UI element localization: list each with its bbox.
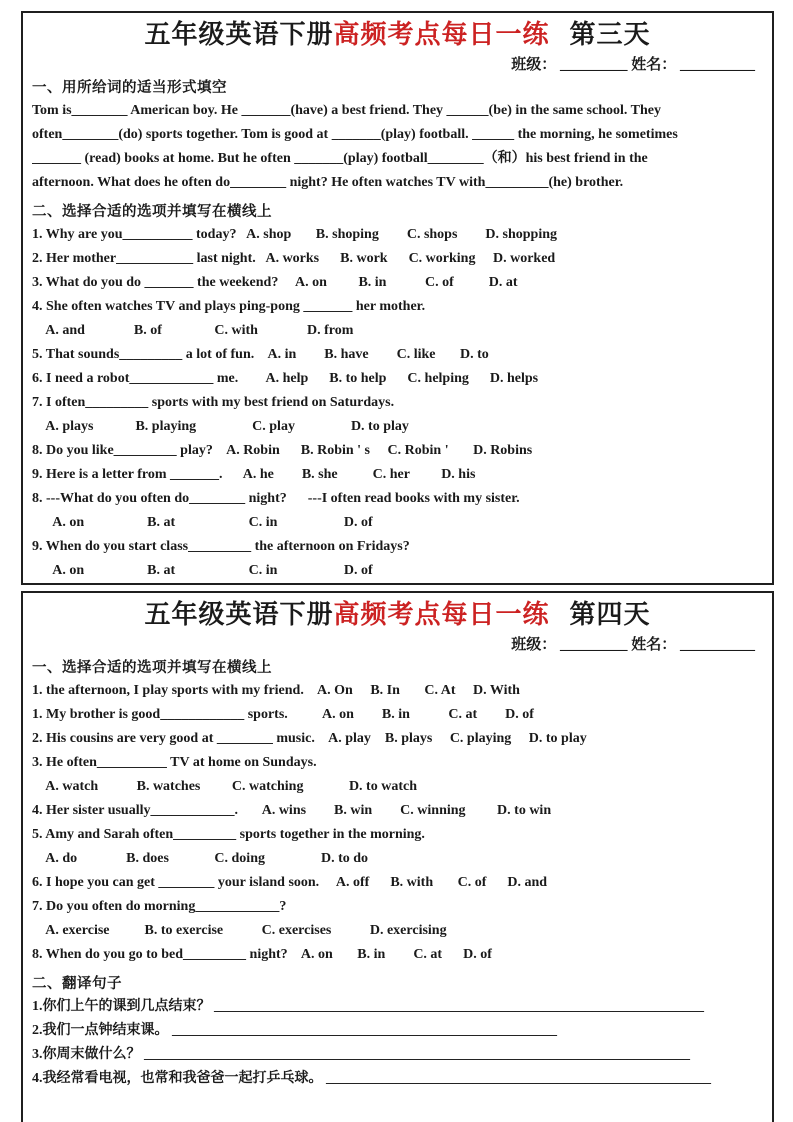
question-line: 6. I need a robot____________ me. A. help B. to help C. helping D. helps bbox=[32, 371, 539, 386]
title-highlight: 高频考点每日一练 bbox=[333, 600, 550, 629]
question-line: 1. Why are you__________ today? A. shop B. shoping C. shops D. shopping bbox=[32, 227, 558, 242]
class-name-line: 班级： _________ 姓名： __________ bbox=[511, 637, 755, 653]
question-line: 2. Her mother___________ last night. A. works B. work C. working D. worked bbox=[32, 251, 556, 266]
question-line: 1. the afternoon, I play sports with my friend. A. On B. In C. At D. With bbox=[32, 683, 520, 698]
worksheet-title-day3 bbox=[32, 17, 763, 53]
worksheet-title-day4 bbox=[32, 597, 763, 633]
option-line: A. exercise B. to exercise C. exercises D. exercising bbox=[32, 923, 447, 938]
title-prefix: 五年级英语下册 bbox=[144, 20, 334, 49]
option-line: A. watch B. watches C. watching D. to watch bbox=[32, 779, 417, 794]
option-line: A. on B. at C. in D. of bbox=[32, 563, 373, 578]
translation-line: 1.你们上午的课到几点结束？ ______________________________________________________________________ bbox=[32, 999, 704, 1014]
paragraph-line: _______ (read) books at home. But he often _______(play) football________（和）his best friend in the bbox=[32, 151, 648, 166]
question-line: 2. His cousins are very good at ________ music. A. play B. plays C. playing D. to play bbox=[32, 731, 587, 746]
question-line: 8. When do you go to bed_________ night? A. on B. in C. at D. of bbox=[32, 947, 492, 962]
title-day-label: 第三天 bbox=[569, 20, 651, 49]
option-line: A. and B. of C. with D. from bbox=[32, 323, 354, 338]
paragraph-line: often________(do) sports together. Tom is good at _______(play) football. ______ the morning, he sometimes bbox=[32, 127, 678, 142]
question-line: 8. ---What do you often do________ night? ---I often read books with my sister. bbox=[32, 491, 520, 506]
worksheet-day4 bbox=[21, 591, 774, 1122]
class-name-line: 班级： _________ 姓名： __________ bbox=[511, 57, 755, 73]
question-line: 4. Her sister usually____________. A. wins B. win C. winning D. to win bbox=[32, 803, 552, 818]
section2-header: 二、选择合适的选项并填写在横线上 bbox=[32, 204, 272, 220]
paragraph-line: afternoon. What does he often do________ night? He often watches TV with_________(he) brother. bbox=[32, 175, 624, 190]
translation-line: 2.我们一点钟结束课。 _______________________________________________________ bbox=[32, 1023, 557, 1038]
question-line: 5. That sounds_________ a lot of fun. A. in B. have C. like D. to bbox=[32, 347, 489, 362]
worksheet-day3 bbox=[21, 11, 774, 585]
question-line: 4. She often watches TV and plays ping-pong _______ her mother. bbox=[32, 299, 426, 314]
translation-line: 3.你周末做什么？ ______________________________________________________________________________ bbox=[32, 1047, 690, 1062]
option-line: A. do B. does C. doing D. to do bbox=[32, 851, 369, 866]
title-highlight: 高频考点每日一练 bbox=[333, 20, 550, 49]
option-line: A. on B. at C. in D. of bbox=[32, 515, 373, 530]
section1-header: 一、选择合适的选项并填写在横线上 bbox=[32, 660, 272, 676]
question-line: 3. He often__________ TV at home on Sundays. bbox=[32, 755, 317, 770]
question-line: 9. Here is a letter from _______. A. he B. she C. her D. his bbox=[32, 467, 476, 482]
question-line: 8. Do you like_________ play? A. Robin B. Robin ' s C. Robin ' D. Robins bbox=[32, 443, 533, 458]
question-line: 5. Amy and Sarah often_________ sports together in the morning. bbox=[32, 827, 425, 842]
question-line: 7. Do you often do morning____________? bbox=[32, 899, 287, 914]
question-line: 1. My brother is good____________ sports. A. on B. in C. at D. of bbox=[32, 707, 534, 722]
question-line: 3. What do you do _______ the weekend? A. on B. in C. of D. at bbox=[32, 275, 518, 290]
question-line: 9. When do you start class_________ the afternoon on Fridays? bbox=[32, 539, 410, 554]
option-line: A. plays B. playing C. play D. to play bbox=[32, 419, 409, 434]
translation-line: 4.我经常看电视，也常和我爸爸一起打乒乓球。 _______________________________________________________ bbox=[32, 1071, 711, 1086]
paragraph-line: Tom is________ American boy. He _______(have) a best friend. They ______(be) in the same school. They bbox=[32, 103, 661, 118]
section1-header: 一、用所给词的适当形式填空 bbox=[32, 80, 227, 96]
title-day-label: 第四天 bbox=[569, 600, 651, 629]
question-line: 7. I often_________ sports with my best friend on Saturdays. bbox=[32, 395, 395, 410]
section2-header: 二、翻译句子 bbox=[32, 976, 122, 992]
question-line: 6. I hope you can get ________ your island soon. A. off B. with C. of D. and bbox=[32, 875, 548, 890]
title-prefix: 五年级英语下册 bbox=[144, 600, 334, 629]
